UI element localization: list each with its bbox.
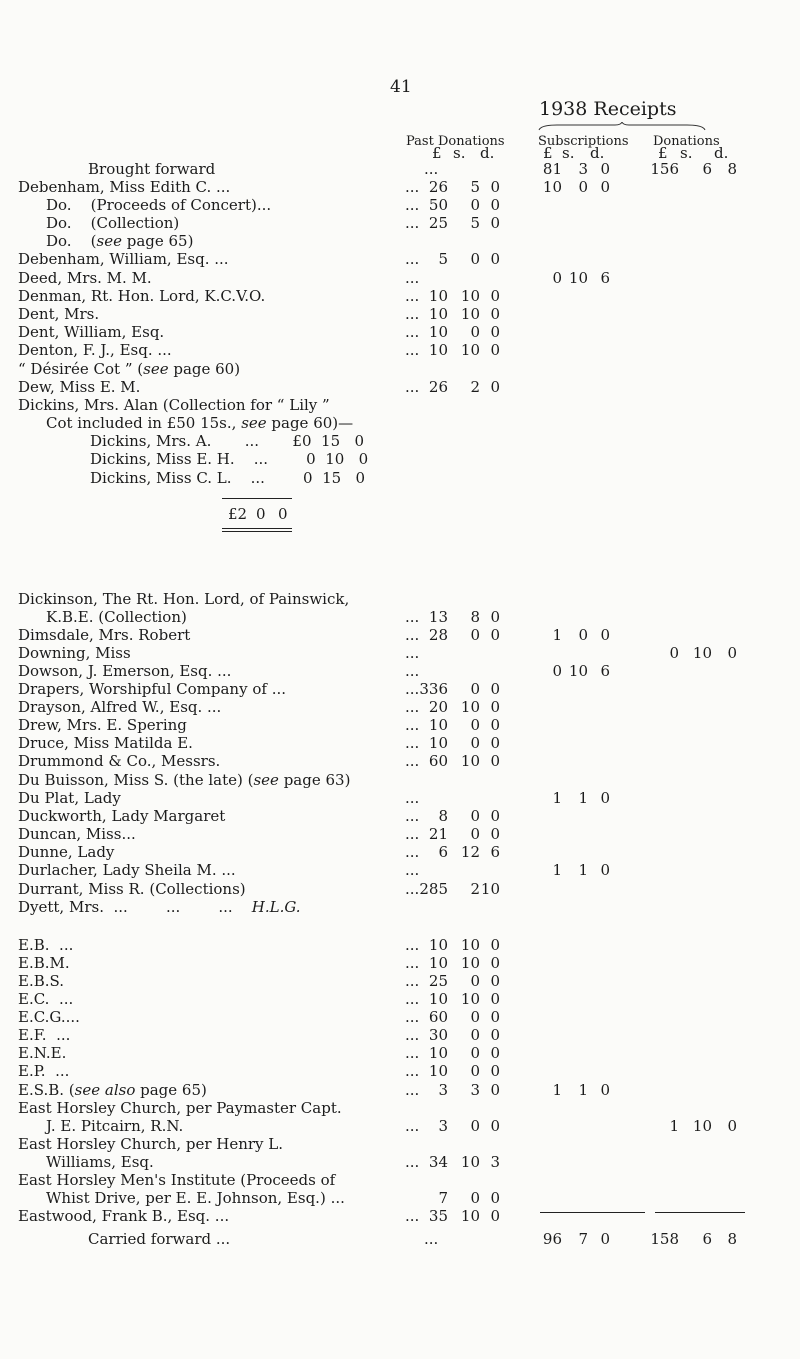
entry-past-pounds: 10 [428, 341, 448, 359]
entry-subs-pence: 0 [600, 626, 610, 644]
leader-dots: ... [405, 214, 420, 232]
entry-past-pounds: 10 [428, 287, 448, 305]
leader-dots: ... [405, 196, 420, 214]
entry-past-shillings: 0 [470, 807, 480, 825]
leader-dots: ... [405, 608, 420, 626]
dickins-subtotal-shillings: 0 [256, 505, 266, 523]
entry-past-pounds: 5 [438, 250, 448, 268]
entry-label: E.B. ... [18, 936, 74, 954]
carried-forward-dons-shillings: 6 [702, 1230, 712, 1248]
entry-past-shillings: 5 [470, 214, 480, 232]
leader-dots: ... [405, 716, 420, 734]
entry-label: Dunne, Lady [18, 843, 115, 861]
entry-label: Whist Drive, per E. E. Johnson, Esq.) ... [46, 1189, 345, 1207]
entry-label: Du Plat, Lady [18, 789, 121, 807]
entry-past-pence: 0 [490, 1044, 500, 1062]
leader-dots: ... [424, 160, 439, 178]
entry-subs-pence: 0 [600, 861, 610, 879]
entry-past-pence: 0 [490, 1189, 500, 1207]
entry-past-shillings: 0 [470, 680, 480, 698]
entry-past-pounds: 34 [428, 1153, 448, 1171]
leader-dots: ... [405, 305, 420, 323]
entry-past-shillings: 10 [460, 1207, 480, 1225]
entry-label: E.F. ... [18, 1026, 71, 1044]
entry-subs-pence: 0 [600, 178, 610, 196]
entry-label: East Horsley Men's Institute (Proceeds of [18, 1171, 336, 1189]
leader-dots: ... [405, 880, 420, 898]
entry-label: Deed, Mrs. M. M. [18, 269, 152, 287]
entry-past-shillings: 8 [470, 608, 480, 626]
leader-dots: ... [405, 178, 420, 196]
entry-subs-pounds: 1 [552, 1081, 562, 1099]
entry-past-shillings: 0 [470, 972, 480, 990]
entry-label: E.S.B. (see also page 65) [18, 1081, 207, 1099]
entry-label: Durrant, Miss R. (Collections) [18, 880, 246, 898]
leader-dots: ... [405, 1044, 420, 1062]
entry-label: Debenham, William, Esq. ... [18, 250, 229, 268]
entry-past-pounds: 60 [428, 1008, 448, 1026]
brace-decoration [537, 122, 707, 132]
entry-dons-shillings: 10 [692, 644, 712, 662]
entry-subs-pounds: 0 [552, 662, 562, 680]
entry-past-pence: 3 [490, 1153, 500, 1171]
entry-label: Do. (see page 65) [46, 232, 194, 250]
entry-past-pence: 0 [490, 250, 500, 268]
entry-dons-shillings: 10 [692, 1117, 712, 1135]
brought-forward-dons-pounds: 156 [650, 160, 679, 178]
entry-label: Dyett, Mrs. ... ... ... H.L.G. [18, 898, 301, 916]
entry-label: Williams, Esq. [46, 1153, 154, 1171]
entry-past-pence: 0 [490, 378, 500, 396]
entry-past-pounds: 25 [428, 972, 448, 990]
entry-subs-pence: 6 [600, 269, 610, 287]
entry-past-pounds: 26 [428, 378, 448, 396]
entry-dons-pounds: 0 [669, 644, 679, 662]
entry-past-pence: 0 [490, 990, 500, 1008]
entry-past-shillings: 0 [470, 1117, 480, 1135]
pence-unit-header: d. [590, 144, 605, 162]
leader-dots: ... [405, 698, 420, 716]
entry-past-shillings: 10 [460, 341, 480, 359]
donations-heading: Donations [653, 134, 720, 149]
entry-past-pounds: 10 [428, 716, 448, 734]
leader-dots: ... [405, 990, 420, 1008]
entry-past-pounds: 10 [428, 323, 448, 341]
carried-forward-dons-pence: 8 [727, 1230, 737, 1248]
entry-past-pounds: 60 [428, 752, 448, 770]
entry-past-shillings: 2 [470, 880, 480, 898]
entry-past-pence: 0 [490, 954, 500, 972]
entry-past-shillings: 0 [470, 1026, 480, 1044]
entry-past-pounds: 21 [428, 825, 448, 843]
entry-label: Drapers, Worshipful Company of ... [18, 680, 286, 698]
entry-label: Dew, Miss E. M. [18, 378, 141, 396]
entry-past-shillings: 0 [470, 825, 480, 843]
leader-dots: ... [405, 250, 420, 268]
leader-dots: ... [405, 861, 420, 879]
leader-dots: ... [405, 323, 420, 341]
leader-dots: ... [405, 287, 420, 305]
shillings-unit-header: s. [680, 144, 693, 162]
brought-forward-dons-shillings: 6 [702, 160, 712, 178]
entry-past-pounds: 10 [428, 936, 448, 954]
entry-past-pounds: 8 [438, 807, 448, 825]
entry-label: Duckworth, Lady Margaret [18, 807, 226, 825]
entry-past-pounds: 26 [428, 178, 448, 196]
carried-forward-subs-shillings: 7 [578, 1230, 588, 1248]
leader-dots: ... [424, 1230, 439, 1248]
entry-past-shillings: 0 [470, 626, 480, 644]
entry-past-pence: 0 [490, 196, 500, 214]
entry-label: Debenham, Miss Edith C. ... [18, 178, 231, 196]
leader-dots: ... [405, 1062, 420, 1080]
entry-subs-shillings: 1 [578, 861, 588, 879]
brought-forward-dons-pence: 8 [727, 160, 737, 178]
entry-subs-pounds: 1 [552, 789, 562, 807]
entry-past-pounds: 10 [428, 734, 448, 752]
entry-past-shillings: 10 [460, 936, 480, 954]
entry-past-shillings: 10 [460, 698, 480, 716]
leader-dots: ... [405, 954, 420, 972]
shillings-unit-header: s. [562, 144, 575, 162]
entry-label: Dent, William, Esq. [18, 323, 165, 341]
entry-past-pence: 10 [480, 880, 500, 898]
entry-past-pence: 0 [490, 1081, 500, 1099]
entry-past-shillings: 0 [470, 1044, 480, 1062]
subs-total-rule [540, 1212, 645, 1213]
entry-past-shillings: 0 [470, 250, 480, 268]
entry-past-pence: 0 [490, 626, 500, 644]
entry-subs-pounds: 1 [552, 861, 562, 879]
entry-subs-pence: 6 [600, 662, 610, 680]
entry-past-shillings: 0 [470, 323, 480, 341]
entry-label: Eastwood, Frank B., Esq. ... [18, 1207, 230, 1225]
subscriptions-heading: Subscriptions [538, 134, 629, 149]
entry-label: Denman, Rt. Hon. Lord, K.C.V.O. [18, 287, 266, 305]
entry-past-shillings: 10 [460, 305, 480, 323]
leader-dots: ... [405, 789, 420, 807]
year-receipts-heading: 1938 Receipts [539, 98, 677, 120]
entry-subs-shillings: 10 [568, 269, 588, 287]
entry-dons-pence: 0 [727, 1117, 737, 1135]
leader-dots: ... [405, 825, 420, 843]
leader-dots: ... [405, 644, 420, 662]
entry-past-pence: 6 [490, 843, 500, 861]
carried-forward-subs-pounds: 96 [542, 1230, 562, 1248]
dickins-subtotal-pounds: £2 [228, 505, 248, 523]
entry-label: Du Buisson, Miss S. (the late) (see page 63) [18, 771, 351, 789]
entry-past-shillings: 12 [460, 843, 480, 861]
entry-label: E.B.S. [18, 972, 65, 990]
leader-dots: ... [405, 972, 420, 990]
entry-label: Downing, Miss [18, 644, 131, 662]
entry-past-pounds: 28 [428, 626, 448, 644]
leader-dots: ... [405, 1081, 420, 1099]
entry-past-pence: 0 [490, 214, 500, 232]
entry-subs-pounds: 10 [542, 178, 562, 196]
leader-dots: ... [405, 1008, 420, 1026]
leader-dots: ... [405, 341, 420, 359]
entry-past-shillings: 10 [460, 990, 480, 1008]
leader-dots: ... [405, 843, 420, 861]
entry-dons-pounds: 1 [669, 1117, 679, 1135]
entry-past-pence: 0 [490, 680, 500, 698]
entry-past-pence: 0 [490, 1062, 500, 1080]
entry-label: Durlacher, Lady Sheila M. ... [18, 861, 236, 879]
leader-dots: ... [405, 936, 420, 954]
entry-label: Dimsdale, Mrs. Robert [18, 626, 191, 644]
dons-total-rule [655, 1212, 745, 1213]
entry-subs-pence: 0 [600, 789, 610, 807]
entry-label: Dickins, Mrs. Alan (Collection for “ Lily ” [18, 396, 330, 414]
entry-past-pence: 0 [490, 716, 500, 734]
entry-label: E.C.G.... [18, 1008, 80, 1026]
entry-label: Duncan, Miss... [18, 825, 136, 843]
entry-past-shillings: 0 [470, 1062, 480, 1080]
brought-forward-subs-pounds: 81 [542, 160, 562, 178]
entry-past-pence: 0 [490, 1207, 500, 1225]
entry-label: Do. (Collection) [46, 214, 180, 232]
leader-dots: ... [405, 680, 420, 698]
page-number: 41 [390, 77, 412, 97]
entry-past-pounds: 25 [428, 214, 448, 232]
subtotal-rule [222, 498, 292, 499]
entry-past-pence: 0 [490, 734, 500, 752]
entry-label: East Horsley Church, per Paymaster Capt. [18, 1099, 342, 1117]
entry-label: Dickins, Mrs. A. ... £0 15 0 [90, 432, 364, 450]
entry-label: Dickins, Miss E. H. ... 0 10 0 [90, 450, 369, 468]
entry-past-pounds: 336 [419, 680, 448, 698]
entry-label: Dent, Mrs. [18, 305, 100, 323]
leader-dots: ... [405, 378, 420, 396]
entry-past-shillings: 10 [460, 287, 480, 305]
leader-dots: ... [405, 752, 420, 770]
entry-past-pounds: 10 [428, 954, 448, 972]
pound-unit-header: £ [658, 144, 668, 162]
entry-label: Cot included in £50 15s., see page 60)— [46, 414, 354, 432]
shillings-unit-header: s. [453, 144, 466, 162]
entry-past-pence: 0 [490, 341, 500, 359]
entry-past-shillings: 10 [460, 752, 480, 770]
entry-label: East Horsley Church, per Henry L. [18, 1135, 284, 1153]
entry-label: Dickinson, The Rt. Hon. Lord, of Painswick, [18, 590, 350, 608]
entry-past-shillings: 0 [470, 1008, 480, 1026]
dickins-subtotal-pence: 0 [278, 505, 288, 523]
entry-subs-shillings: 1 [578, 789, 588, 807]
entry-past-shillings: 0 [470, 716, 480, 734]
entry-subs-pounds: 0 [552, 269, 562, 287]
entry-label: E.C. ... [18, 990, 74, 1008]
leader-dots: ... [405, 807, 420, 825]
entry-label: Do. (Proceeds of Concert)... [46, 196, 272, 214]
entry-label: Drayson, Alfred W., Esq. ... [18, 698, 222, 716]
entry-past-pounds: 285 [419, 880, 448, 898]
pound-unit-header: £ [543, 144, 553, 162]
subtotal-rule [222, 531, 292, 532]
entry-past-pounds: 50 [428, 196, 448, 214]
entry-label: K.B.E. (Collection) [46, 608, 187, 626]
entry-past-shillings: 0 [470, 734, 480, 752]
entry-subs-pounds: 1 [552, 626, 562, 644]
leader-dots: ... [405, 1207, 420, 1225]
entry-subs-shillings: 0 [578, 178, 588, 196]
entry-past-pounds: 7 [438, 1189, 448, 1207]
entry-label: “ Désirée Cot ” (see page 60) [18, 360, 241, 378]
entry-label: Denton, F. J., Esq. ... [18, 341, 172, 359]
pence-unit-header: d. [714, 144, 729, 162]
entry-past-shillings: 2 [470, 378, 480, 396]
entry-past-pounds: 20 [428, 698, 448, 716]
entry-past-pounds: 30 [428, 1026, 448, 1044]
entry-past-pence: 0 [490, 1117, 500, 1135]
leader-dots: ... [405, 1026, 420, 1044]
entry-past-pence: 0 [490, 807, 500, 825]
entry-past-pence: 0 [490, 936, 500, 954]
leader-dots: ... [405, 626, 420, 644]
entry-past-pence: 0 [490, 323, 500, 341]
entry-label: Dickins, Miss C. L. ... 0 15 0 [90, 469, 366, 487]
entry-label: Drummond & Co., Messrs. [18, 752, 221, 770]
carried-forward-label: Carried forward ... [88, 1230, 231, 1248]
entry-past-pounds: 10 [428, 305, 448, 323]
entry-label: Dowson, J. Emerson, Esq. ... [18, 662, 232, 680]
entry-label: E.P. ... [18, 1062, 70, 1080]
entry-label: J. E. Pitcairn, R.N. [46, 1117, 184, 1135]
entry-past-pence: 0 [490, 608, 500, 626]
carried-forward-dons-pounds: 158 [650, 1230, 679, 1248]
entry-past-shillings: 0 [470, 1189, 480, 1207]
brought-forward-subs-shillings: 3 [578, 160, 588, 178]
entry-past-pence: 0 [490, 1008, 500, 1026]
entry-past-pounds: 10 [428, 990, 448, 1008]
entry-past-pounds: 3 [438, 1081, 448, 1099]
brought-forward-subs-pence: 0 [600, 160, 610, 178]
entry-label: Druce, Miss Matilda E. [18, 734, 193, 752]
entry-past-pence: 0 [490, 972, 500, 990]
pence-unit-header: d. [480, 144, 495, 162]
leader-dots: ... [405, 662, 420, 680]
entry-past-pence: 0 [490, 698, 500, 716]
leader-dots: ... [405, 734, 420, 752]
entry-dons-pence: 0 [727, 644, 737, 662]
entry-past-pounds: 35 [428, 1207, 448, 1225]
entry-label: E.B.M. [18, 954, 70, 972]
entry-subs-pence: 0 [600, 1081, 610, 1099]
subtotal-rule [222, 528, 292, 529]
entry-past-shillings: 10 [460, 954, 480, 972]
entry-past-shillings: 0 [470, 196, 480, 214]
carried-forward-subs-pence: 0 [600, 1230, 610, 1248]
entry-label: E.N.E. [18, 1044, 67, 1062]
entry-past-pence: 0 [490, 305, 500, 323]
entry-past-pence: 0 [490, 287, 500, 305]
brought-forward-label: Brought forward [88, 160, 216, 178]
leader-dots: ... [405, 269, 420, 287]
leader-dots: ... [405, 1117, 420, 1135]
entry-past-pounds: 10 [428, 1062, 448, 1080]
entry-past-pence: 0 [490, 1026, 500, 1044]
entry-past-shillings: 3 [470, 1081, 480, 1099]
entry-subs-shillings: 10 [568, 662, 588, 680]
pound-unit-header: £ [432, 144, 442, 162]
entry-past-pounds: 3 [438, 1117, 448, 1135]
entry-past-pence: 0 [490, 752, 500, 770]
entry-past-pounds: 10 [428, 1044, 448, 1062]
entry-past-shillings: 5 [470, 178, 480, 196]
entry-past-shillings: 10 [460, 1153, 480, 1171]
entry-subs-shillings: 1 [578, 1081, 588, 1099]
entry-label: Drew, Mrs. E. Spering [18, 716, 187, 734]
entry-past-pounds: 13 [428, 608, 448, 626]
entry-past-pence: 0 [490, 178, 500, 196]
entry-subs-shillings: 0 [578, 626, 588, 644]
entry-past-pence: 0 [490, 825, 500, 843]
past-donations-heading: Past Donations [406, 134, 505, 149]
entry-past-pounds: 6 [438, 843, 448, 861]
leader-dots: ... [405, 1153, 420, 1171]
